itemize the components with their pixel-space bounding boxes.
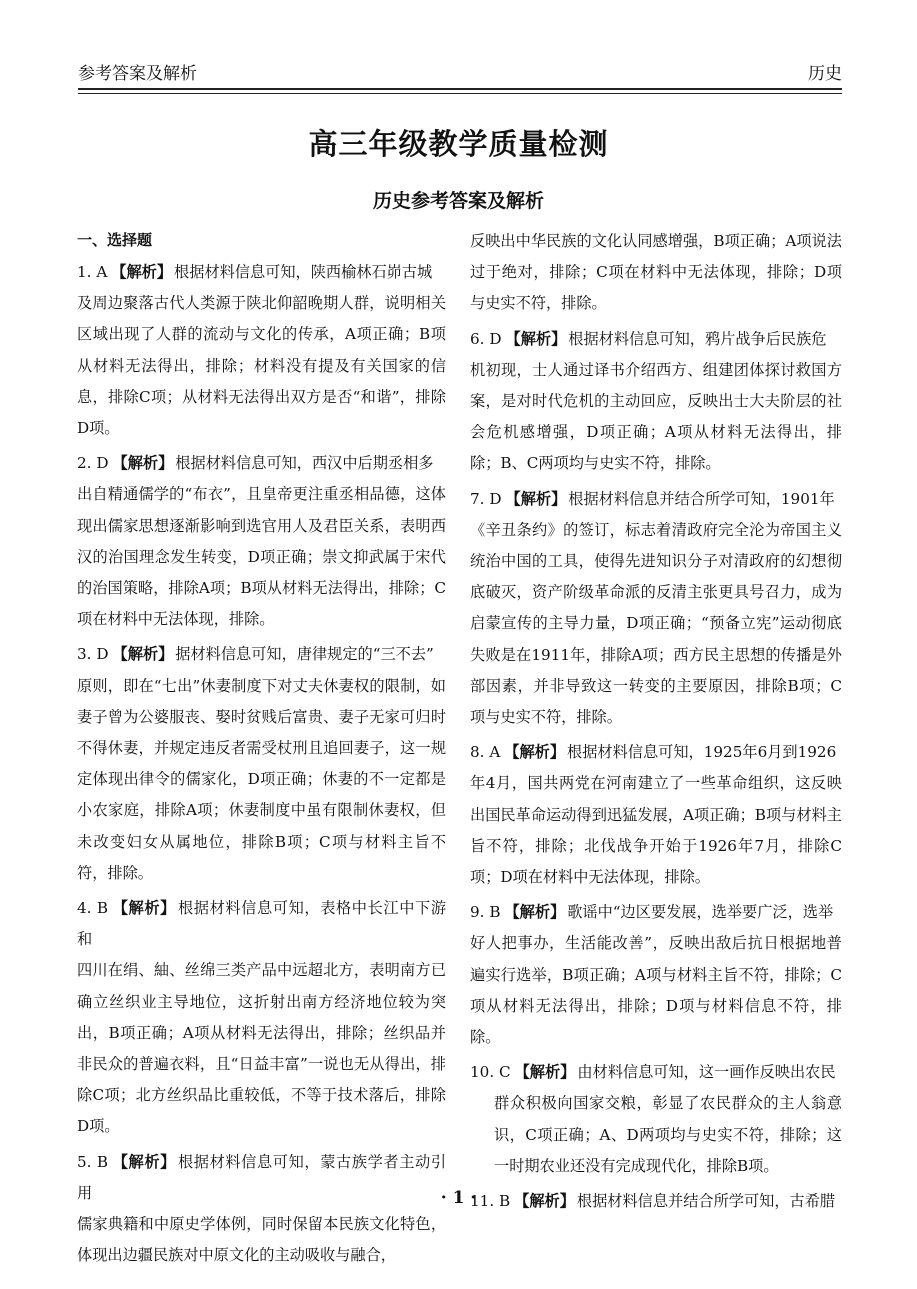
answer-head: 根据材料信息可知，西汉中后期丞相多 [175, 454, 434, 473]
answer-number: 9. B [470, 903, 501, 922]
analysis-tag: 【解析】 [505, 489, 567, 508]
answer-body: 儒家典籍和中原史学体例，同时保留本民族文化特色，体现出边疆民族对中原文化的主动吸收与融合， [77, 1215, 446, 1265]
analysis-tag: 【解析】 [112, 899, 176, 918]
page-title: 高三年级教学质量检测 [308, 127, 609, 161]
answer-head: 根据材料信息可知，表格中长江中下游和 [77, 899, 447, 949]
right-column [470, 226, 842, 1221]
page-number: · 1 · [440, 1188, 477, 1208]
analysis-tag: 【解析】 [112, 454, 174, 473]
answer-number: 7. D [470, 489, 502, 508]
analysis-tag: 【解析】 [112, 645, 174, 664]
analysis-tag: 【解析】 [505, 329, 567, 348]
section-heading: 一、选择题 [77, 231, 153, 249]
answer-head: 根据材料信息并结合所学可知，古希腊 [576, 1192, 836, 1211]
answer-number: 2. D [77, 454, 109, 473]
answer-number: 1. A [77, 263, 108, 281]
analysis-tag: 【解析】 [514, 1063, 576, 1082]
analysis-tag: 【解析】 [504, 903, 566, 922]
analysis-tag: 【解析】 [514, 1192, 575, 1211]
answer-number: 4. B [77, 899, 109, 918]
answer-item-1 [77, 257, 446, 444]
answer-body: 群众积极向国家交粮，彰显了农民群众的主人翁意识，C项正确；A、D两项均与史实不符，排除；这一时期农业还没有完成现代化，排除B项。 [494, 1094, 842, 1175]
answer-item-10 [470, 1057, 842, 1182]
answer-head: 歌谣中“边区要发展，选举要广泛，选举 [567, 903, 834, 922]
left-column [77, 226, 446, 1276]
answer-head: 据材料信息可知，唐律规定的“三不去” [175, 645, 434, 664]
answer-head: 根据材料信息可知，陕西榆林石峁古城 [174, 263, 433, 281]
answer-continuation: 反映出中华民族的文化认同感增强，B项正确；A项说法过于绝对，排除；C项在材料中无法体现，排除；D项与史实不符，排除。 [470, 232, 842, 313]
answer-item-7 [470, 484, 842, 734]
answer-body: 四川在绢、紬、丝绵三类产品中远超北方，表明南方已确立丝织业主导地位，这折射出南方经济地位较为突出，B项正确；A项从材料无法得出，排除；丝织品并非民众的普遍衣料，且“日益丰富”一说也无从得出，排除C项；北方丝织品比重较低，不等于技术落后，排除D项。 [77, 961, 446, 1136]
answer-body: 好人把事办，生活能改善”，反映出敌后抗日根据地普遍实行选举，B项正确；A项与材料主旨不符，排除；C项从材料无法得出，排除；D项与材料信息不符，排除。 [470, 934, 842, 1047]
analysis-tag: 【解析】 [112, 1152, 176, 1171]
answer-number: 5. B [77, 1152, 109, 1171]
answer-body: 《辛丑条约》的签订，标志着清政府完全沦为帝国主义统治中国的工具，使得先进知识分子对清政府的幻想彻底破灭，资产阶级革命派的反清主张更具号召力，成为启蒙宣传的主导力量，D项正确；“预备立宪”运动彻底失败是在1911年，排除A项；西方民主思想的传播是外部因素，并非导致这一转变的主要原因，排除B项；C项与史实不符，排除。 [470, 520, 842, 727]
answer-body: 出自精通儒学的“布衣”，且皇帝更注重丞相品德，这体现出儒家思想逐渐影响到选官用人及君臣关系，表明西汉的治国理念发生转变，D项正确；崇文抑武属于宋代的治国策略，排除A项；B项从材料无法得出，排除；C项在材料中无法体现，排除。 [77, 485, 446, 629]
answer-item-8 [470, 737, 842, 893]
answer-head: 根据材料信息可知，1925年6月到1926 [567, 743, 837, 762]
answer-item-5 [77, 1147, 446, 1272]
answer-body: 原则，即在“七出”休妻制度下对丈夫休妻权的限制，如妻子曾为公婆服丧、娶时贫贱后富贵、妻子无家可归时不得休妻，并规定违反者需受杖刑且追回妻子，这一规定体现出律令的儒家化，D项正确；休妻的不一定都是小农家庭，排除A项；休妻制度中虽有限制休妻权，但未改变妇女从属地位，排除B项；C项与材料主旨不符，排除。 [77, 676, 446, 882]
answer-item-4 [77, 893, 446, 1143]
answer-item-9 [470, 897, 842, 1053]
answer-number: 11. B [470, 1192, 511, 1211]
answer-item-6 [470, 324, 842, 480]
answer-head: 根据材料信息并结合所学可知，1901年 [568, 489, 835, 508]
answer-body: 年4月，国共两党在河南建立了一些革命组织，这反映出国民革命运动得到迅猛发展，A项正确；B项与材料主旨不符，排除；北伐战争开始于1926年7月，排除C项；D项在材料中无法体现，排除。 [470, 774, 842, 887]
answer-head: 由材料信息可知，这一画作反映出农民 [577, 1063, 836, 1082]
running-header [78, 56, 842, 90]
answer-number: 8. A [470, 743, 501, 762]
answer-body: 及周边聚落古代人类源于陕北仰韶晚期人群，说明相关区域出现了人群的流动与文化的传承，A项正确；B项从材料无法得出，排除；材料没有提及有关国家的信息，排除C项；从材料无法得出双方是否“和谐”，排除D项。 [77, 294, 446, 438]
answer-number: 6. D [470, 329, 502, 348]
answer-head: 根据材料信息可知，鸦片战争后民族危 [568, 329, 827, 348]
answer-body: 机初现，士人通过译书介绍西方、组建团体探讨救国方案，是对时代危机的主动回应，反映出士大夫阶层的社会危机感增强，D项正确；A项从材料无法得出，排除；B、C两项均与史实不符，排除。 [470, 360, 842, 473]
analysis-tag: 【解析】 [111, 263, 173, 281]
header-left: 参考答案及解析 [78, 64, 197, 84]
answer-head: 根据材料信息可知，蒙古族学者主动引用 [77, 1152, 447, 1202]
header-right: 历史 [808, 64, 842, 84]
answer-item-3 [77, 639, 446, 889]
answer-number: 10. C [470, 1063, 511, 1082]
answer-number: 3. D [77, 645, 109, 664]
page-subtitle: 历史参考答案及解析 [372, 190, 544, 212]
analysis-tag: 【解析】 [504, 743, 566, 762]
answer-item-2 [77, 448, 446, 635]
